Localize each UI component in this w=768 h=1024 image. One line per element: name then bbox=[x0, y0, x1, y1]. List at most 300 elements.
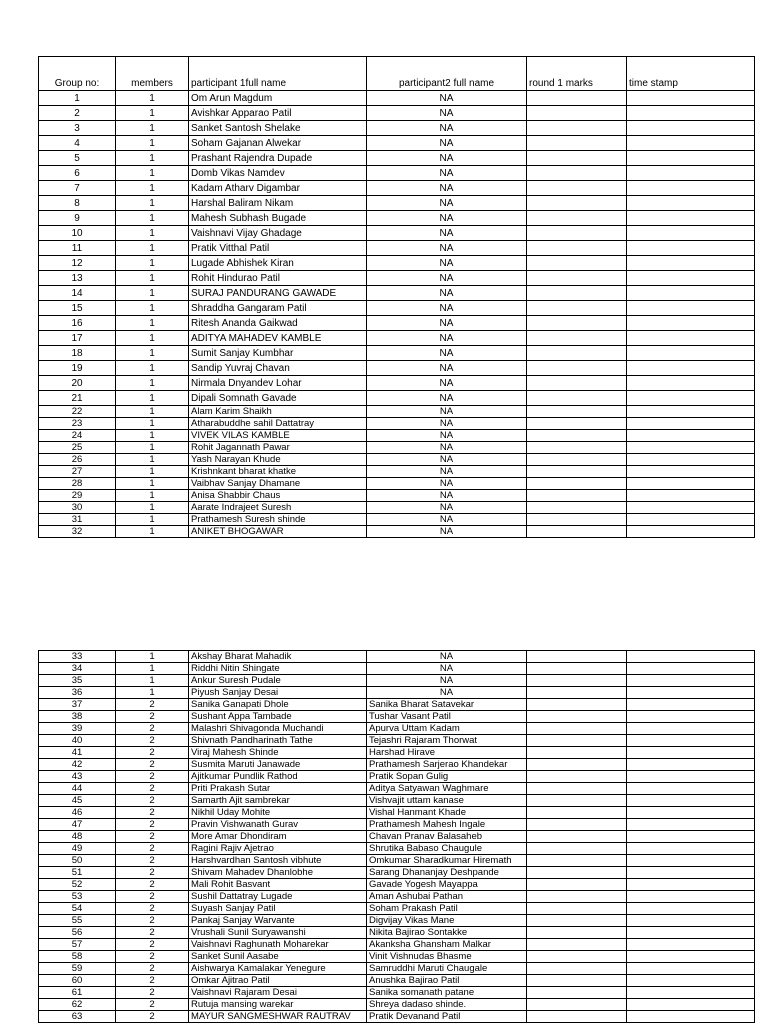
table-row bbox=[39, 939, 755, 951]
group-no-cell: 37 bbox=[39, 699, 116, 711]
members-cell: 1 bbox=[116, 226, 189, 241]
table-row bbox=[39, 867, 755, 879]
round1-marks-cell bbox=[527, 406, 627, 418]
members-cell: 1 bbox=[116, 211, 189, 226]
participant2-cell: NA bbox=[367, 526, 527, 538]
time-stamp-cell bbox=[627, 759, 755, 771]
round1-marks-cell bbox=[527, 196, 627, 211]
round1-marks-cell bbox=[527, 514, 627, 526]
members-cell: 2 bbox=[116, 999, 189, 1011]
members-cell: 1 bbox=[116, 106, 189, 121]
participant1-cell: Pankaj Sanjay Warvante bbox=[189, 915, 367, 927]
table-row bbox=[39, 418, 755, 430]
group-no-cell: 38 bbox=[39, 711, 116, 723]
round1-marks-cell bbox=[527, 711, 627, 723]
participant2-cell: NA bbox=[367, 226, 527, 241]
group-no-cell: 3 bbox=[39, 121, 116, 136]
group-no-cell: 53 bbox=[39, 891, 116, 903]
members-cell: 2 bbox=[116, 795, 189, 807]
table-row bbox=[39, 783, 755, 795]
participant1-cell: Ritesh Ananda Gaikwad bbox=[189, 316, 367, 331]
table-row bbox=[39, 514, 755, 526]
time-stamp-cell bbox=[627, 927, 755, 939]
participant1-cell: Dipali Somnath Gavade bbox=[189, 391, 367, 406]
round1-marks-cell bbox=[527, 747, 627, 759]
round1-marks-cell bbox=[527, 361, 627, 376]
round1-marks-cell bbox=[527, 795, 627, 807]
round1-marks-cell bbox=[527, 1011, 627, 1023]
group-no-cell: 24 bbox=[39, 430, 116, 442]
time-stamp-cell bbox=[627, 1011, 755, 1023]
round1-marks-cell bbox=[527, 91, 627, 106]
time-stamp-cell bbox=[627, 226, 755, 241]
participant1-cell: Riddhi Nitin Shingate bbox=[189, 663, 367, 675]
group-no-cell: 21 bbox=[39, 391, 116, 406]
round1-marks-cell bbox=[527, 331, 627, 346]
members-cell: 2 bbox=[116, 975, 189, 987]
participant2-cell: NA bbox=[367, 675, 527, 687]
group-no-cell: 56 bbox=[39, 927, 116, 939]
participant2-cell: NA bbox=[367, 91, 527, 106]
round1-marks-cell bbox=[527, 963, 627, 975]
group-no-cell: 51 bbox=[39, 867, 116, 879]
participant2-cell: Shreya dadaso shinde. bbox=[367, 999, 527, 1011]
participant1-cell: Om Arun Magdum bbox=[189, 91, 367, 106]
group-no-cell: 48 bbox=[39, 831, 116, 843]
members-cell: 1 bbox=[116, 241, 189, 256]
participant1-cell: Nikhil Uday Mohite bbox=[189, 807, 367, 819]
round1-marks-cell bbox=[527, 181, 627, 196]
members-cell: 1 bbox=[116, 181, 189, 196]
participant1-cell: Mali Rohit Basvant bbox=[189, 879, 367, 891]
group-no-cell: 41 bbox=[39, 747, 116, 759]
participant2-cell: NA bbox=[367, 136, 527, 151]
group-no-cell: 11 bbox=[39, 241, 116, 256]
participant1-cell: Prathamesh Suresh shinde bbox=[189, 514, 367, 526]
members-cell: 1 bbox=[116, 466, 189, 478]
members-cell: 1 bbox=[116, 376, 189, 391]
participant2-cell: Apurva Uttam Kadam bbox=[367, 723, 527, 735]
table-row bbox=[39, 831, 755, 843]
table-row bbox=[39, 271, 755, 286]
time-stamp-cell bbox=[627, 879, 755, 891]
participant2-cell: Akanksha Ghansham Malkar bbox=[367, 939, 527, 951]
time-stamp-cell bbox=[627, 166, 755, 181]
participant2-cell: NA bbox=[367, 286, 527, 301]
round1-marks-cell bbox=[527, 166, 627, 181]
time-stamp-cell bbox=[627, 316, 755, 331]
participant1-cell: ADITYA MAHADEV KAMBLE bbox=[189, 331, 367, 346]
participant2-cell: NA bbox=[367, 391, 527, 406]
header-round1-marks: round 1 marks bbox=[527, 57, 627, 91]
table-row bbox=[39, 927, 755, 939]
group-no-cell: 1 bbox=[39, 91, 116, 106]
time-stamp-cell bbox=[627, 151, 755, 166]
group-no-cell: 33 bbox=[39, 651, 116, 663]
round1-marks-cell bbox=[527, 735, 627, 747]
round1-marks-cell bbox=[527, 939, 627, 951]
participant1-cell: Priti Prakash Sutar bbox=[189, 783, 367, 795]
participant2-cell: Pratik Devanand Patil bbox=[367, 1011, 527, 1023]
time-stamp-cell bbox=[627, 361, 755, 376]
participant2-cell: NA bbox=[367, 181, 527, 196]
round1-marks-cell bbox=[527, 136, 627, 151]
time-stamp-cell bbox=[627, 783, 755, 795]
time-stamp-cell bbox=[627, 514, 755, 526]
participant2-cell: Omkumar Sharadkumar Hiremath bbox=[367, 855, 527, 867]
table-row bbox=[39, 454, 755, 466]
time-stamp-cell bbox=[627, 831, 755, 843]
participant1-cell: Domb Vikas Namdev bbox=[189, 166, 367, 181]
round1-marks-cell bbox=[527, 241, 627, 256]
time-stamp-cell bbox=[627, 331, 755, 346]
group-no-cell: 59 bbox=[39, 963, 116, 975]
members-cell: 2 bbox=[116, 987, 189, 999]
table-row bbox=[39, 166, 755, 181]
time-stamp-cell bbox=[627, 406, 755, 418]
participant1-cell: Piyush Sanjay Desai bbox=[189, 687, 367, 699]
time-stamp-cell bbox=[627, 478, 755, 490]
participant1-cell: Sanika Ganapati Dhole bbox=[189, 699, 367, 711]
participant1-cell: Harshal Baliram Nikam bbox=[189, 196, 367, 211]
round1-marks-cell bbox=[527, 651, 627, 663]
members-cell: 1 bbox=[116, 121, 189, 136]
participant1-cell: Sumit Sanjay Kumbhar bbox=[189, 346, 367, 361]
round1-marks-cell bbox=[527, 346, 627, 361]
table-row bbox=[39, 286, 755, 301]
round1-marks-cell bbox=[527, 121, 627, 136]
group-no-cell: 50 bbox=[39, 855, 116, 867]
group-no-cell: 61 bbox=[39, 987, 116, 999]
table-row bbox=[39, 819, 755, 831]
participant2-cell: Tejashri Rajaram Thorwat bbox=[367, 735, 527, 747]
round1-marks-cell bbox=[527, 376, 627, 391]
time-stamp-cell bbox=[627, 121, 755, 136]
group-no-cell: 23 bbox=[39, 418, 116, 430]
participant1-cell: Shraddha Gangaram Patil bbox=[189, 301, 367, 316]
round1-marks-cell bbox=[527, 490, 627, 502]
time-stamp-cell bbox=[627, 951, 755, 963]
round1-marks-cell bbox=[527, 843, 627, 855]
group-no-cell: 52 bbox=[39, 879, 116, 891]
time-stamp-cell bbox=[627, 454, 755, 466]
members-cell: 1 bbox=[116, 91, 189, 106]
participant2-cell: NA bbox=[367, 196, 527, 211]
participant1-cell: Mahesh Subhash Bugade bbox=[189, 211, 367, 226]
participant2-cell: NA bbox=[367, 121, 527, 136]
participant2-cell: NA bbox=[367, 502, 527, 514]
participant2-cell: NA bbox=[367, 490, 527, 502]
table-row bbox=[39, 301, 755, 316]
round1-marks-cell bbox=[527, 271, 627, 286]
table-row bbox=[39, 181, 755, 196]
participant1-cell: Soham Gajanan Alwekar bbox=[189, 136, 367, 151]
table-row bbox=[39, 430, 755, 442]
members-cell: 1 bbox=[116, 331, 189, 346]
table-row bbox=[39, 226, 755, 241]
round1-marks-cell bbox=[527, 106, 627, 121]
time-stamp-cell bbox=[627, 699, 755, 711]
members-cell: 2 bbox=[116, 855, 189, 867]
table-row bbox=[39, 855, 755, 867]
time-stamp-cell bbox=[627, 795, 755, 807]
members-cell: 1 bbox=[116, 442, 189, 454]
table-row bbox=[39, 136, 755, 151]
time-stamp-cell bbox=[627, 711, 755, 723]
members-cell: 1 bbox=[116, 478, 189, 490]
group-no-cell: 18 bbox=[39, 346, 116, 361]
table-row bbox=[39, 256, 755, 271]
round1-marks-cell bbox=[527, 226, 627, 241]
round1-marks-cell bbox=[527, 927, 627, 939]
table-row bbox=[39, 723, 755, 735]
time-stamp-cell bbox=[627, 843, 755, 855]
time-stamp-cell bbox=[627, 526, 755, 538]
participant1-cell: Atharabuddhe sahil Dattatray bbox=[189, 418, 367, 430]
participant2-cell: Chavan Pranav Balasaheb bbox=[367, 831, 527, 843]
round1-marks-cell bbox=[527, 831, 627, 843]
group-no-cell: 42 bbox=[39, 759, 116, 771]
participant1-cell: MAYUR SANGMESHWAR RAUTRAV bbox=[189, 1011, 367, 1023]
table-row bbox=[39, 879, 755, 891]
header-group-no: Group no: bbox=[39, 57, 116, 91]
time-stamp-cell bbox=[627, 747, 755, 759]
group-no-cell: 29 bbox=[39, 490, 116, 502]
participant1-cell: Sanket Santosh Shelake bbox=[189, 121, 367, 136]
table-row bbox=[39, 391, 755, 406]
time-stamp-cell bbox=[627, 346, 755, 361]
participant2-cell: Pratik Sopan Gulig bbox=[367, 771, 527, 783]
members-cell: 1 bbox=[116, 430, 189, 442]
table-row bbox=[39, 651, 755, 663]
participant1-cell: VIVEK VILAS KAMBLE bbox=[189, 430, 367, 442]
participant1-cell: Suyash Sanjay Patil bbox=[189, 903, 367, 915]
participant1-cell: Aishwarya Kamalakar Yenegure bbox=[189, 963, 367, 975]
table-row bbox=[39, 502, 755, 514]
time-stamp-cell bbox=[627, 891, 755, 903]
participant2-cell: Vishvajit uttam kanase bbox=[367, 795, 527, 807]
round1-marks-cell bbox=[527, 687, 627, 699]
round1-marks-cell bbox=[527, 391, 627, 406]
participant1-cell: Pratik Vitthal Patil bbox=[189, 241, 367, 256]
table-row bbox=[39, 1011, 755, 1023]
participant1-cell: Shivnath Pandharinath Tathe bbox=[189, 735, 367, 747]
round1-marks-cell bbox=[527, 723, 627, 735]
table-row bbox=[39, 361, 755, 376]
members-cell: 2 bbox=[116, 843, 189, 855]
participant2-cell: NA bbox=[367, 211, 527, 226]
members-cell: 1 bbox=[116, 136, 189, 151]
participant1-cell: Shivam Mahadev Dhanlobhe bbox=[189, 867, 367, 879]
members-cell: 1 bbox=[116, 514, 189, 526]
participant2-cell: Soham Prakash Patil bbox=[367, 903, 527, 915]
group-no-cell: 30 bbox=[39, 502, 116, 514]
participant2-cell: NA bbox=[367, 442, 527, 454]
participant1-cell: Sushil Dattatray Lugade bbox=[189, 891, 367, 903]
time-stamp-cell bbox=[627, 196, 755, 211]
group-no-cell: 19 bbox=[39, 361, 116, 376]
round1-marks-cell bbox=[527, 151, 627, 166]
time-stamp-cell bbox=[627, 181, 755, 196]
table-row bbox=[39, 241, 755, 256]
members-cell: 1 bbox=[116, 151, 189, 166]
participant2-cell: Tushar Vasant Patil bbox=[367, 711, 527, 723]
group-no-cell: 60 bbox=[39, 975, 116, 987]
participant1-cell: Vaishnavi Raghunath Moharekar bbox=[189, 939, 367, 951]
round1-marks-cell bbox=[527, 855, 627, 867]
members-cell: 2 bbox=[116, 867, 189, 879]
participant1-cell: Alam Karim Shaikh bbox=[189, 406, 367, 418]
round1-marks-cell bbox=[527, 663, 627, 675]
table-row bbox=[39, 999, 755, 1011]
members-cell: 2 bbox=[116, 939, 189, 951]
participant1-cell: Vaishnavi Rajaram Desai bbox=[189, 987, 367, 999]
participant1-cell: Nirmala Dnyandev Lohar bbox=[189, 376, 367, 391]
participant2-cell: NA bbox=[367, 316, 527, 331]
header-participant1: participant 1full name bbox=[189, 57, 367, 91]
participant2-cell: NA bbox=[367, 454, 527, 466]
round1-marks-cell bbox=[527, 286, 627, 301]
round1-marks-cell bbox=[527, 915, 627, 927]
group-no-cell: 36 bbox=[39, 687, 116, 699]
participant2-cell: Vinit Vishnudas Bhasme bbox=[367, 951, 527, 963]
members-cell: 1 bbox=[116, 406, 189, 418]
round1-marks-cell bbox=[527, 301, 627, 316]
table-row bbox=[39, 663, 755, 675]
members-cell: 1 bbox=[116, 166, 189, 181]
round1-marks-cell bbox=[527, 478, 627, 490]
group-no-cell: 13 bbox=[39, 271, 116, 286]
table-row bbox=[39, 106, 755, 121]
members-cell: 1 bbox=[116, 256, 189, 271]
table-row bbox=[39, 196, 755, 211]
participant1-cell: Kadam Atharv Digambar bbox=[189, 181, 367, 196]
table-row bbox=[39, 759, 755, 771]
members-cell: 2 bbox=[116, 1011, 189, 1023]
members-cell: 2 bbox=[116, 771, 189, 783]
participant2-cell: Prathamesh Mahesh Ingale bbox=[367, 819, 527, 831]
round1-marks-cell bbox=[527, 699, 627, 711]
group-no-cell: 31 bbox=[39, 514, 116, 526]
table-row bbox=[39, 478, 755, 490]
time-stamp-cell bbox=[627, 286, 755, 301]
group-no-cell: 8 bbox=[39, 196, 116, 211]
table-row bbox=[39, 376, 755, 391]
group-no-cell: 14 bbox=[39, 286, 116, 301]
table-row bbox=[39, 807, 755, 819]
round1-marks-cell bbox=[527, 466, 627, 478]
table-row bbox=[39, 771, 755, 783]
group-no-cell: 9 bbox=[39, 211, 116, 226]
participant1-cell: Ajitkumar Pundlik Rathod bbox=[189, 771, 367, 783]
participant1-cell: Vrushali Sunil Suryawanshi bbox=[189, 927, 367, 939]
time-stamp-cell bbox=[627, 391, 755, 406]
participant2-cell: Prathamesh Sarjerao Khandekar bbox=[367, 759, 527, 771]
members-cell: 2 bbox=[116, 735, 189, 747]
table-row bbox=[39, 526, 755, 538]
group-no-cell: 16 bbox=[39, 316, 116, 331]
time-stamp-cell bbox=[627, 867, 755, 879]
time-stamp-cell bbox=[627, 211, 755, 226]
time-stamp-cell bbox=[627, 442, 755, 454]
participant2-cell: NA bbox=[367, 256, 527, 271]
group-no-cell: 58 bbox=[39, 951, 116, 963]
round1-marks-cell bbox=[527, 675, 627, 687]
participant1-cell: Pravin Vishwanath Gurav bbox=[189, 819, 367, 831]
members-cell: 2 bbox=[116, 711, 189, 723]
participant1-cell: Viraj Mahesh Shinde bbox=[189, 747, 367, 759]
members-cell: 1 bbox=[116, 418, 189, 430]
participant1-cell: Ragini Rajiv Ajetrao bbox=[189, 843, 367, 855]
members-cell: 1 bbox=[116, 301, 189, 316]
table-row bbox=[39, 699, 755, 711]
group-no-cell: 2 bbox=[39, 106, 116, 121]
table-row bbox=[39, 963, 755, 975]
participant1-cell: Sandip Yuvraj Chavan bbox=[189, 361, 367, 376]
members-cell: 1 bbox=[116, 526, 189, 538]
participant2-cell: NA bbox=[367, 466, 527, 478]
participant1-cell: Aarate Indrajeet Suresh bbox=[189, 502, 367, 514]
participant1-cell: Sushant Appa Tambade bbox=[189, 711, 367, 723]
round1-marks-cell bbox=[527, 987, 627, 999]
participant1-cell: More Amar Dhondiram bbox=[189, 831, 367, 843]
round1-marks-cell bbox=[527, 442, 627, 454]
table-row bbox=[39, 331, 755, 346]
round1-marks-cell bbox=[527, 430, 627, 442]
participant2-cell: NA bbox=[367, 514, 527, 526]
members-cell: 2 bbox=[116, 807, 189, 819]
participant1-cell: SURAJ PANDURANG GAWADE bbox=[189, 286, 367, 301]
group-no-cell: 17 bbox=[39, 331, 116, 346]
table-row bbox=[39, 316, 755, 331]
time-stamp-cell bbox=[627, 418, 755, 430]
time-stamp-cell bbox=[627, 819, 755, 831]
round1-marks-cell bbox=[527, 999, 627, 1011]
table-row bbox=[39, 490, 755, 502]
participant2-cell: NA bbox=[367, 478, 527, 490]
members-cell: 1 bbox=[116, 391, 189, 406]
participants-table-2 bbox=[38, 650, 755, 1023]
group-no-cell: 20 bbox=[39, 376, 116, 391]
time-stamp-cell bbox=[627, 241, 755, 256]
group-no-cell: 12 bbox=[39, 256, 116, 271]
round1-marks-cell bbox=[527, 879, 627, 891]
group-no-cell: 27 bbox=[39, 466, 116, 478]
group-no-cell: 45 bbox=[39, 795, 116, 807]
table-row bbox=[39, 747, 755, 759]
group-no-cell: 25 bbox=[39, 442, 116, 454]
time-stamp-cell bbox=[627, 723, 755, 735]
participant2-cell: NA bbox=[367, 687, 527, 699]
participant1-cell: Omkar Ajitrao Patil bbox=[189, 975, 367, 987]
time-stamp-cell bbox=[627, 466, 755, 478]
group-no-cell: 43 bbox=[39, 771, 116, 783]
group-no-cell: 40 bbox=[39, 735, 116, 747]
group-no-cell: 39 bbox=[39, 723, 116, 735]
round1-marks-cell bbox=[527, 418, 627, 430]
round1-marks-cell bbox=[527, 951, 627, 963]
members-cell: 2 bbox=[116, 879, 189, 891]
round1-marks-cell bbox=[527, 526, 627, 538]
group-no-cell: 15 bbox=[39, 301, 116, 316]
table-row bbox=[39, 711, 755, 723]
participant2-cell: Aditya Satyawan Waghmare bbox=[367, 783, 527, 795]
time-stamp-cell bbox=[627, 855, 755, 867]
table-row bbox=[39, 442, 755, 454]
participant2-cell: Nikita Bajirao Sontakke bbox=[367, 927, 527, 939]
participant1-cell: Avishkar Apparao Patil bbox=[189, 106, 367, 121]
table-row bbox=[39, 151, 755, 166]
